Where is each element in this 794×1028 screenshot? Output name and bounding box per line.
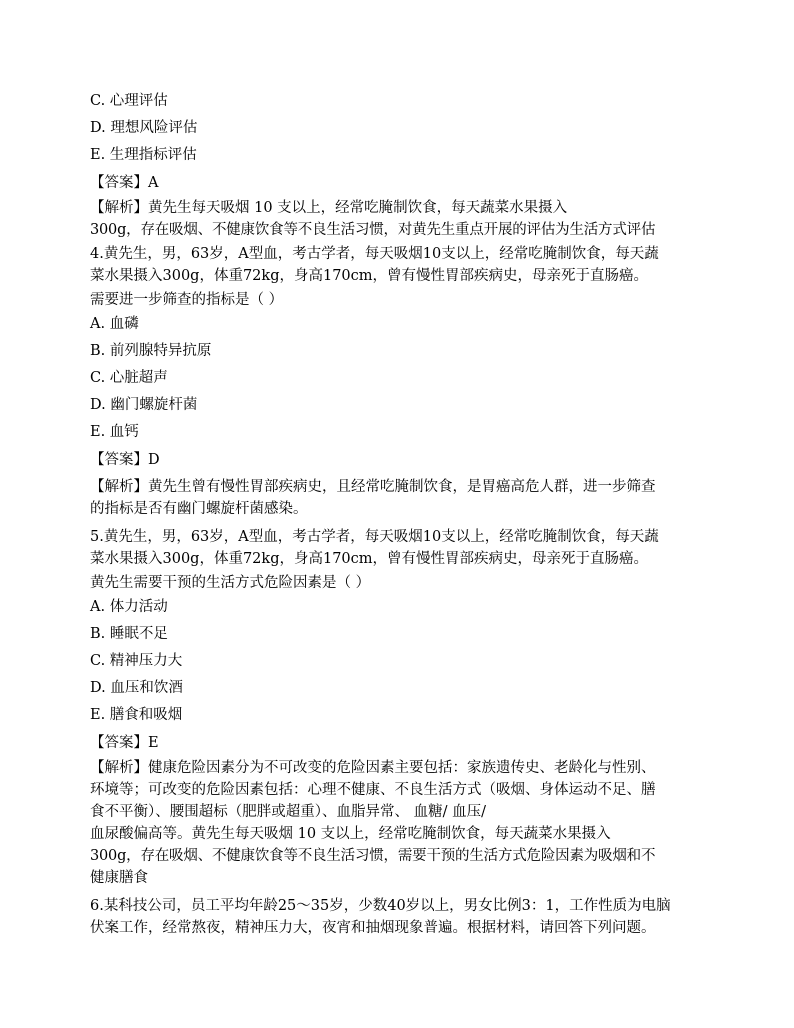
q5-option-c: C. 精神压力大 (90, 653, 183, 669)
q4-analysis-line: 的指标是否有幽门螺旋杆菌感染。 (90, 501, 308, 517)
q4-option-e: E. 血钙 (90, 424, 139, 440)
q4-question: 需要进一步筛查的指标是（ ） (90, 292, 284, 308)
q4-option-d: D. 幽门螺旋杆菌 (90, 397, 198, 413)
q4-option-c: C. 心脏超声 (90, 370, 168, 386)
q5-answer: 【答案】E (90, 735, 159, 751)
q5-analysis-line: 健康膳食 (90, 870, 148, 886)
q5-analysis-line: 【解析】健康危险因素分为不可改变的危险因素主要包括：家族遗传史、老龄化与性别、 (90, 760, 656, 776)
q4-option-b: B. 前列腺特异抗原 (90, 343, 212, 359)
q5-analysis-line: 食不平衡）、腰围超标（肥胖或超重）、血脂异常、 血糖/ 血压/ (90, 804, 486, 820)
q4-stem-line: 菜水果摄入300g，体重72kg，身高170cm，曾有慢性胃部疾病史，母亲死于直肠癌。 (90, 268, 649, 284)
q5-option-b: B. 睡眠不足 (90, 626, 168, 642)
q4-stem-line: 4.黄先生，男，63岁，A型血，考古学者，每天吸烟10支以上，经常吃腌制饮食，每天蔬 (90, 246, 659, 262)
q6-stem-line: 伏案工作，经常熬夜，精神压力大，夜宵和抽烟现象普遍。根据材料，请回答下列问题。 (90, 920, 656, 936)
q5-option-a: A. 体力活动 (90, 599, 168, 615)
q3-option-e: E. 生理指标评估 (90, 147, 197, 163)
q5-stem-line: 5.黄先生，男，63岁，A型血，考古学者，每天吸烟10支以上，经常吃腌制饮食，每天蔬 (90, 529, 659, 545)
q5-analysis-line: 300g，存在吸烟、不健康饮食等不良生活习惯，需要干预的生活方式危险因素为吸烟和不 (90, 848, 656, 864)
q5-option-e: E. 膳食和吸烟 (90, 707, 183, 723)
q3-option-c: C. 心理评估 (90, 93, 168, 109)
q5-option-d: D. 血压和饮酒 (90, 680, 183, 696)
q4-analysis-line: 【解析】黄先生曾有慢性胃部疾病史，且经常吃腌制饮食，是胃癌高危人群，进一步筛查 (90, 479, 656, 495)
q3-option-d: D. 理想风险评估 (90, 120, 198, 136)
q3-analysis-line: 300g，存在吸烟、不健康饮食等不良生活习惯，对黄先生重点开展的评估为生活方式评估 (90, 222, 656, 238)
q6-stem-line: 6.某科技公司，员工平均年龄25～35岁，少数40岁以上，男女比例3：1，工作性质为电脑 (90, 898, 671, 914)
q5-stem-line: 菜水果摄入300g，体重72kg，身高170cm，曾有慢性胃部疾病史，母亲死于直肠癌。 (90, 551, 649, 567)
q5-analysis-line: 血尿酸偏高等。黄先生每天吸烟 10 支以上，经常吃腌制饮食，每天蔬菜水果摄入 (90, 826, 611, 842)
q5-analysis-line: 环境等；可改变的危险因素包括：心理不健康、不良生活方式（吸烟、身体运动不足、膳 (90, 782, 656, 798)
document-page (90, 88, 710, 939)
q5-question: 黄先生需要干预的生活方式危险因素是（ ） (90, 575, 371, 591)
q4-answer: 【答案】D (90, 452, 160, 468)
q3-analysis-line: 【解析】黄先生每天吸烟 10 支以上，经常吃腌制饮食，每天蔬菜水果摄入 (90, 200, 568, 216)
q4-option-a: A. 血磷 (90, 316, 139, 332)
q3-answer: 【答案】A (90, 175, 159, 191)
